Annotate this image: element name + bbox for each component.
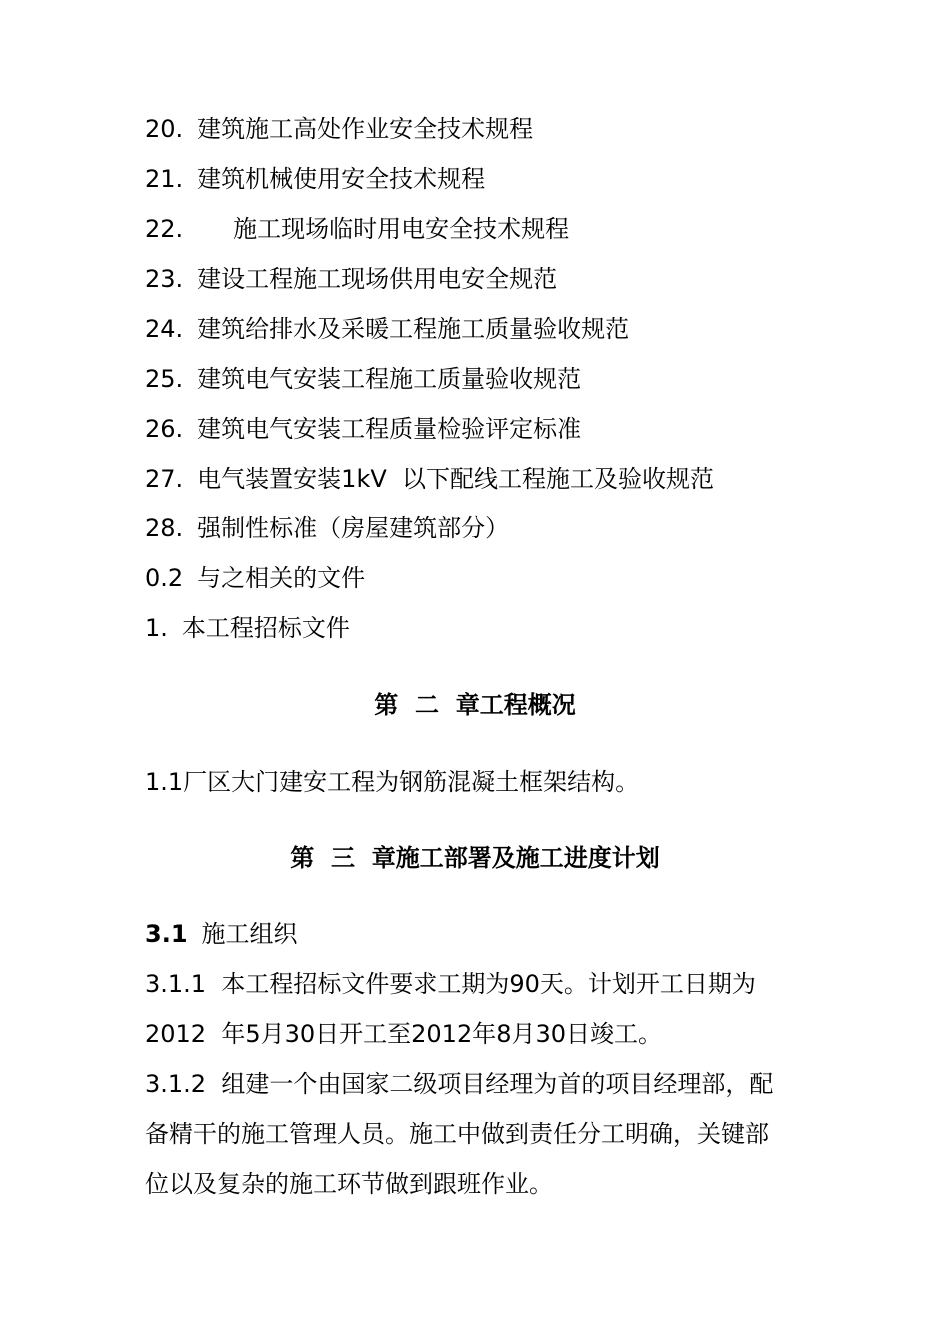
list-item-text: 建筑机械使用安全技术规程 — [197, 165, 486, 193]
chapter-2-title: 第 二 章工程概况 — [374, 691, 576, 719]
list-item-number: 1. — [145, 614, 168, 642]
list-item — [145, 463, 714, 495]
list-item-text: 建筑给排水及采暖工程施工质量验收规范 — [197, 315, 630, 343]
list-item-text: 建筑电气安装工程施工质量验收规范 — [197, 365, 582, 393]
section-title: 施工组织 — [201, 920, 298, 948]
section-number: 3.1 — [145, 920, 188, 948]
list-item — [145, 512, 509, 544]
chapter-2-body: 1.1厂区大门建安工程为钢筋混凝土框架结构。 — [145, 768, 640, 796]
list-item-text: 强制性标准（房屋建筑部分） — [197, 514, 510, 542]
list-item-number: 23. — [145, 265, 184, 293]
list-item-text: 施工现场临时用电安全技术规程 — [233, 215, 570, 243]
list-item-text: 电气装置安装1kV 以下配线工程施工及验收规范 — [197, 465, 715, 493]
section-title: 与之相关的文件 — [197, 564, 366, 592]
list-item — [145, 313, 629, 345]
related-docs-item — [145, 612, 350, 644]
list-item — [145, 413, 581, 445]
list-item-text: 建筑施工高处作业安全技术规程 — [197, 115, 534, 143]
list-item — [145, 163, 485, 195]
list-item — [145, 263, 557, 295]
list-item-number: 22. — [145, 215, 184, 243]
list-item-number: 24. — [145, 315, 184, 343]
list-item-text: 建筑电气安装工程质量检验评定标准 — [197, 415, 582, 443]
list-item-number: 27. — [145, 465, 184, 493]
list-item-number: 28. — [145, 514, 184, 542]
chapter-3-title: 第 三 章施工部署及施工进度计划 — [290, 844, 660, 872]
list-item-number: 25. — [145, 365, 184, 393]
section-number: 0.2 — [145, 564, 184, 592]
list-item-text: 本工程招标文件 — [181, 614, 350, 642]
list-item — [145, 213, 569, 245]
list-item — [145, 113, 533, 145]
related-docs-heading — [145, 562, 365, 594]
paragraph-3-1-1-line-1: 3.1.1 本工程招标文件要求工期为90天。计划开工日期为 — [145, 970, 756, 998]
list-item-number: 26. — [145, 415, 184, 443]
paragraph-3-1-2-line-1: 3.1.2 组建一个由国家二级项目经理为首的项目经理部，配 — [145, 1070, 774, 1098]
list-item-text: 建设工程施工现场供用电安全规范 — [197, 265, 558, 293]
paragraph-3-1-1-line-2: 2012 年5月30日开工至2012年8月30日竣工。 — [145, 1020, 663, 1048]
paragraph-3-1-2-line-2: 备精干的施工管理人员。施工中做到责任分工明确，关键部 — [145, 1120, 769, 1148]
list-item-number: 21. — [145, 165, 184, 193]
section-3-1-heading — [145, 918, 298, 950]
list-item — [145, 363, 581, 395]
paragraph-3-1-2-line-3: 位以及复杂的施工环节做到跟班作业。 — [145, 1170, 553, 1198]
list-item-number: 20. — [145, 115, 184, 143]
